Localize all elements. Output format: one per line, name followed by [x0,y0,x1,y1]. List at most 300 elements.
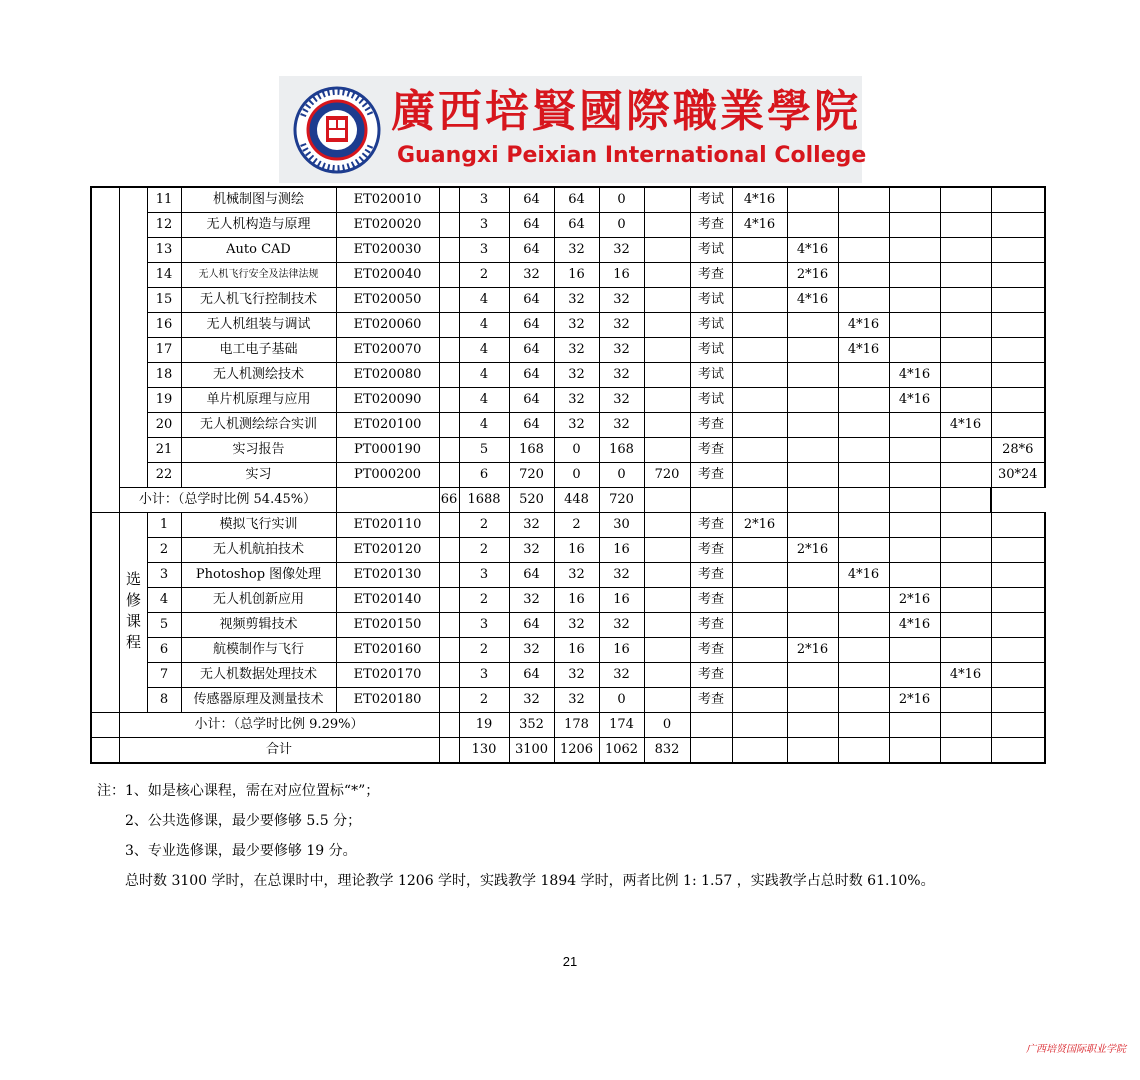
course-assessment: 考查 [690,513,732,538]
course-name: Photoshop 图像处理 [181,563,336,588]
course-theory-hours: 64 [554,213,599,238]
course-code: ET020140 [336,588,439,613]
semester-hours-4 [889,187,940,213]
college-chinese-name: 廣西培賢國際職業學院 [391,86,861,137]
semester-hours-2: 2*16 [787,538,838,563]
course-total-hours: 64 [509,288,554,313]
blank-cell [91,713,119,738]
subtotal-label: 小计：（总学时比例 9.29%） [119,713,439,738]
semester-hours-5 [940,213,991,238]
course-total-hours: 32 [509,538,554,563]
course-name: 视频剪辑技术 [181,613,336,638]
semester-hours-5 [940,538,991,563]
course-code: ET020180 [336,688,439,713]
semester-hours-1 [732,313,787,338]
semester-hours-6 [991,538,1045,563]
blank-cell [889,488,940,513]
semester-hours-4 [889,213,940,238]
course-code: ET020040 [336,263,439,288]
course-theory-hours: 0 [554,438,599,463]
semester-hours-1 [732,613,787,638]
semester-hours-4: 4*16 [889,613,940,638]
semester-hours-5 [940,388,991,413]
course-theory-hours: 32 [554,688,599,713]
blank-cell [838,713,889,738]
course-theory-hours: 16 [554,263,599,288]
subtotal-practice: 1062 [599,738,644,764]
course-theory-hours: 32 [554,363,599,388]
course-total-hours: 64 [509,313,554,338]
blank-cell [690,713,732,738]
course-row [91,238,1045,263]
blank-cell [336,488,439,513]
college-header-banner [279,76,867,183]
course-number: 22 [147,463,181,488]
course-name: 实习报告 [181,438,336,463]
semester-hours-5 [940,363,991,388]
course-concentrated-hours [644,288,690,313]
semester-hours-3 [838,513,889,538]
course-concentrated-hours: 720 [644,463,690,488]
semester-hours-6 [991,363,1045,388]
course-concentrated-hours [644,363,690,388]
semester-hours-1 [732,563,787,588]
course-name: 无人机创新应用 [181,588,336,613]
blank-cell [889,738,940,764]
course-concentrated-hours [644,263,690,288]
course-total-hours: 64 [509,338,554,363]
category-cell [91,187,119,513]
blank-cell [732,713,787,738]
semester-hours-2 [787,588,838,613]
semester-hours-4 [889,513,940,538]
course-total-hours: 720 [509,463,554,488]
blank-cell [889,713,940,738]
blank-cell [991,738,1045,764]
blank-cell [439,363,459,388]
semester-hours-6 [991,663,1045,688]
semester-hours-4 [889,538,940,563]
course-theory-hours: 2 [554,513,599,538]
course-practice-hours: 0 [599,688,644,713]
semester-hours-1 [732,288,787,313]
course-name: 传感器原理及测量技术 [181,688,336,713]
course-concentrated-hours [644,413,690,438]
subtotal-row [91,713,1045,738]
course-row [91,563,1045,588]
course-credit: 2 [459,588,509,613]
semester-hours-5 [940,338,991,363]
semester-hours-3 [838,688,889,713]
course-row [91,613,1045,638]
course-credit: 4 [459,338,509,363]
semester-hours-3 [838,288,889,313]
semester-hours-5 [940,438,991,463]
course-theory-hours: 32 [554,313,599,338]
semester-hours-1: 4*16 [732,213,787,238]
course-row [91,688,1045,713]
course-number: 6 [147,638,181,663]
course-practice-hours: 32 [599,413,644,438]
course-concentrated-hours [644,313,690,338]
course-number: 5 [147,613,181,638]
semester-hours-6 [991,187,1045,213]
subtotal-practice: 174 [599,713,644,738]
course-theory-hours: 32 [554,288,599,313]
blank-cell [439,413,459,438]
semester-hours-2 [787,338,838,363]
course-credit: 3 [459,238,509,263]
course-number: 12 [147,213,181,238]
semester-hours-1: 2*16 [732,513,787,538]
course-credit: 2 [459,638,509,663]
semester-hours-2 [787,663,838,688]
course-total-hours: 32 [509,688,554,713]
course-number: 3 [147,563,181,588]
course-name: 实习 [181,463,336,488]
course-number: 11 [147,187,181,213]
subtotal-credit: 19 [459,713,509,738]
semester-hours-5 [940,613,991,638]
semester-hours-5 [940,588,991,613]
course-row [91,388,1045,413]
course-code: ET020120 [336,538,439,563]
course-practice-hours: 32 [599,313,644,338]
semester-hours-4: 4*16 [889,388,940,413]
semester-hours-3 [838,613,889,638]
course-code: ET020030 [336,238,439,263]
course-row [91,263,1045,288]
subtotal-concentrated: 0 [644,713,690,738]
course-assessment: 考查 [690,663,732,688]
course-name: Auto CAD [181,238,336,263]
course-name: 无人机飞行控制技术 [181,288,336,313]
course-concentrated-hours [644,513,690,538]
course-number: 14 [147,263,181,288]
semester-hours-5 [940,238,991,263]
semester-hours-6 [991,638,1045,663]
note-summary: 总时数 3100 学时，在总课时中，理论教学 1206 学时，实践教学 1894 学时，两者比例 1: 1.57 ，实践教学占总时数 61.10%。 [125,873,935,889]
course-theory-hours: 16 [554,538,599,563]
semester-hours-4 [889,338,940,363]
blank-cell [439,713,459,738]
course-credit: 4 [459,288,509,313]
course-number: 20 [147,413,181,438]
semester-hours-3 [838,388,889,413]
semester-hours-2 [787,187,838,213]
course-assessment: 考查 [690,538,732,563]
semester-hours-2: 2*16 [787,638,838,663]
semester-hours-1 [732,338,787,363]
blank-cell [439,513,459,538]
blank-cell [787,488,838,513]
course-credit: 5 [459,438,509,463]
course-theory-hours: 32 [554,413,599,438]
course-credit: 4 [459,363,509,388]
course-assessment: 考查 [690,263,732,288]
subcategory-cell [119,187,147,488]
notes-section [97,776,935,896]
subtotal-total: 352 [509,713,554,738]
course-row [91,338,1045,363]
semester-hours-1 [732,413,787,438]
semester-hours-5 [940,563,991,588]
blank-cell [439,388,459,413]
blank-cell [838,488,889,513]
subtotal-total: 1688 [459,488,509,513]
course-credit: 6 [459,463,509,488]
semester-hours-3: 4*16 [838,313,889,338]
elective-label: 选修课程 [119,513,147,713]
course-practice-hours: 16 [599,263,644,288]
blank-cell [439,213,459,238]
course-theory-hours: 32 [554,663,599,688]
blank-cell [940,738,991,764]
semester-hours-4 [889,463,940,488]
blank-cell [439,638,459,663]
course-name: 单片机原理与应用 [181,388,336,413]
semester-hours-2 [787,413,838,438]
course-concentrated-hours [644,563,690,588]
course-practice-hours: 30 [599,513,644,538]
course-concentrated-hours [644,338,690,363]
course-number: 4 [147,588,181,613]
course-theory-hours: 32 [554,613,599,638]
course-name: 电工电子基础 [181,338,336,363]
blank-cell [439,563,459,588]
semester-hours-6 [991,513,1045,538]
semester-hours-3 [838,238,889,263]
course-code: ET020060 [336,313,439,338]
semester-hours-6: 28*6 [991,438,1045,463]
note-1: 注：1、如是核心课程，需在对应位置标“*”； [97,783,380,799]
semester-hours-1 [732,463,787,488]
semester-hours-5 [940,313,991,338]
course-concentrated-hours [644,213,690,238]
course-practice-hours: 0 [599,213,644,238]
course-concentrated-hours [644,438,690,463]
semester-hours-1 [732,538,787,563]
semester-hours-4: 2*16 [889,588,940,613]
semester-hours-6 [991,388,1045,413]
semester-hours-6 [991,338,1045,363]
course-concentrated-hours [644,538,690,563]
semester-hours-6 [991,313,1045,338]
course-name: 航模制作与飞行 [181,638,336,663]
subtotal-theory: 520 [509,488,554,513]
semester-hours-4 [889,438,940,463]
semester-hours-6 [991,238,1045,263]
semester-hours-2 [787,463,838,488]
semester-hours-2 [787,438,838,463]
semester-hours-1 [732,688,787,713]
course-name: 无人机数据处理技术 [181,663,336,688]
course-assessment: 考查 [690,438,732,463]
course-assessment: 考查 [690,463,732,488]
course-credit: 4 [459,388,509,413]
course-row [91,538,1045,563]
course-credit: 3 [459,563,509,588]
course-credit: 2 [459,513,509,538]
semester-hours-1 [732,263,787,288]
semester-hours-4 [889,288,940,313]
course-name: 无人机测绘技术 [181,363,336,388]
course-assessment: 考试 [690,313,732,338]
course-theory-hours: 32 [554,338,599,363]
course-credit: 3 [459,187,509,213]
semester-hours-5 [940,638,991,663]
semester-hours-4 [889,638,940,663]
blank-cell [787,713,838,738]
semester-hours-2 [787,688,838,713]
course-code: ET020090 [336,388,439,413]
course-theory-hours: 16 [554,638,599,663]
course-practice-hours: 32 [599,363,644,388]
course-assessment: 考查 [690,413,732,438]
semester-hours-1: 4*16 [732,187,787,213]
course-row [91,187,1045,213]
semester-hours-6: 30*24 [991,463,1045,488]
semester-hours-1 [732,238,787,263]
course-name: 无人机航拍技术 [181,538,336,563]
page-number: 21 [562,954,578,969]
blank-cell [439,738,459,764]
semester-hours-5 [940,263,991,288]
subtotal-row [91,488,1045,513]
semester-hours-3 [838,413,889,438]
blank-cell [644,488,690,513]
course-practice-hours: 32 [599,238,644,263]
course-code: ET020100 [336,413,439,438]
course-theory-hours: 64 [554,187,599,213]
semester-hours-6 [991,263,1045,288]
course-row [91,513,1045,538]
course-concentrated-hours [644,688,690,713]
semester-hours-2 [787,563,838,588]
course-code: ET020160 [336,638,439,663]
course-practice-hours: 16 [599,538,644,563]
semester-hours-2 [787,213,838,238]
blank-cell [732,488,787,513]
blank-cell [439,263,459,288]
course-credit: 4 [459,313,509,338]
semester-hours-3 [838,263,889,288]
blank-cell [439,338,459,363]
course-total-hours: 64 [509,363,554,388]
course-row [91,638,1045,663]
blank-cell [439,238,459,263]
course-name: 模拟飞行实训 [181,513,336,538]
course-name: 机械制图与测绘 [181,187,336,213]
course-number: 17 [147,338,181,363]
course-row [91,663,1045,688]
semester-hours-1 [732,388,787,413]
semester-hours-6 [991,563,1045,588]
semester-hours-2: 4*16 [787,288,838,313]
note-2: 2、公共选修课，最少要修够 5.5 分； [125,813,362,829]
course-code: PT000200 [336,463,439,488]
semester-hours-3: 4*16 [838,563,889,588]
course-name: 无人机飞行安全及法律法规 [181,263,336,288]
subtotal-credit: 130 [459,738,509,764]
subtotal-total: 3100 [509,738,554,764]
semester-hours-3 [838,187,889,213]
course-total-hours: 32 [509,513,554,538]
blank-cell [439,688,459,713]
semester-hours-5: 4*16 [940,413,991,438]
course-row [91,413,1045,438]
semester-hours-4 [889,263,940,288]
course-total-hours: 64 [509,663,554,688]
course-practice-hours: 168 [599,438,644,463]
blank-cell [439,288,459,313]
semester-hours-6 [991,288,1045,313]
blank-cell [439,438,459,463]
semester-hours-2 [787,363,838,388]
course-number: 1 [147,513,181,538]
course-concentrated-hours [644,388,690,413]
course-theory-hours: 0 [554,463,599,488]
semester-hours-6 [991,413,1045,438]
semester-hours-5 [940,463,991,488]
course-row [91,438,1045,463]
course-practice-hours: 32 [599,288,644,313]
semester-hours-5 [940,513,991,538]
course-number: 8 [147,688,181,713]
blank-cell [690,488,732,513]
course-number: 13 [147,238,181,263]
course-code: ET020050 [336,288,439,313]
course-name: 无人机构造与原理 [181,213,336,238]
semester-hours-2: 4*16 [787,238,838,263]
semester-hours-2 [787,313,838,338]
watermark: 广西培贤国际职业学院 [1026,1044,1126,1055]
semester-hours-4: 4*16 [889,363,940,388]
course-assessment: 考试 [690,288,732,313]
semester-hours-4 [889,413,940,438]
curriculum-table [90,186,1046,764]
course-total-hours: 32 [509,263,554,288]
course-row [91,588,1045,613]
semester-hours-6 [991,213,1045,238]
blank-cell [940,713,991,738]
course-credit: 2 [459,538,509,563]
subtotal-theory: 178 [554,713,599,738]
semester-hours-2 [787,613,838,638]
course-row [91,288,1045,313]
blank-cell [787,738,838,764]
blank-cell [940,488,991,513]
course-practice-hours: 32 [599,338,644,363]
course-credit: 3 [459,663,509,688]
semester-hours-5: 4*16 [940,663,991,688]
course-total-hours: 64 [509,213,554,238]
course-concentrated-hours [644,638,690,663]
course-total-hours: 64 [509,613,554,638]
semester-hours-4 [889,238,940,263]
semester-hours-3: 4*16 [838,338,889,363]
semester-hours-4 [889,313,940,338]
course-practice-hours: 0 [599,187,644,213]
subtotal-label: 小计：（总学时比例 54.45%） [119,488,336,513]
semester-hours-3 [838,438,889,463]
course-assessment: 考查 [690,688,732,713]
blank-cell [439,588,459,613]
blank-cell [91,738,119,764]
course-number: 19 [147,388,181,413]
course-code: ET020020 [336,213,439,238]
subtotal-row [91,738,1045,764]
